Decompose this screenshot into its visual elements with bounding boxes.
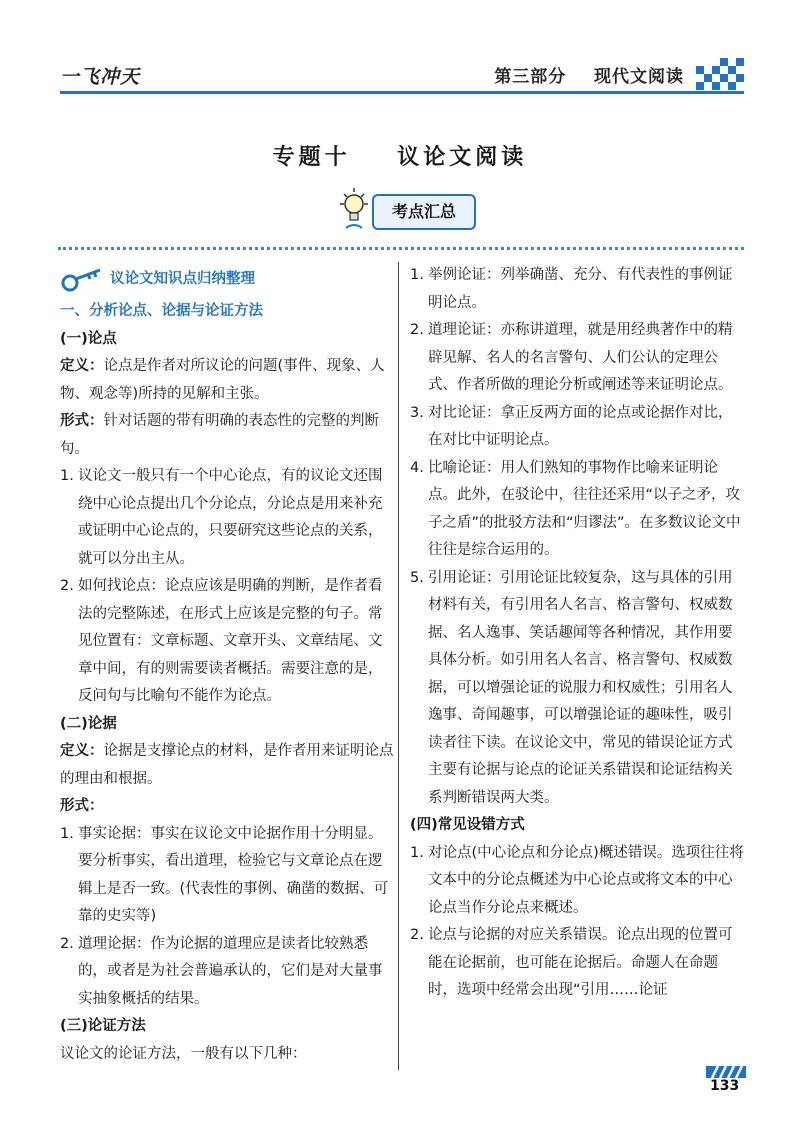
list-item <box>410 565 745 813</box>
list-item <box>410 840 745 923</box>
list-item <box>410 400 745 455</box>
definition-1-text: 论点是作者对所议论的问题(事件、现象、人物、观念等)所持的见解和主张。 <box>60 358 385 402</box>
list-item-number: 2. <box>410 927 424 943</box>
badge-block <box>336 184 486 234</box>
section-1-title: 一、分析论点、论据与论证方法 <box>60 303 263 319</box>
page-number-block <box>706 1066 746 1102</box>
definition-1-label: 定义： <box>60 358 104 374</box>
list-item <box>60 931 395 1014</box>
list-item-text: 论点与论据的对应关系错误。论点出现的位置可能在论据前，也可能在论据后。命题人在命题时，选项中经常会出现“引用……论证 <box>428 927 733 998</box>
subsection-methods: (三)论证方法 <box>60 1018 146 1034</box>
page-header <box>60 58 744 98</box>
list-item-text: 道理论据：作为论据的道理应是读者比较熟悉的，或者是为社会普遍承认的，它们是对大量事实抽象概括的结果。 <box>78 935 383 1007</box>
definition-2 <box>60 738 395 793</box>
list-item-number: 3. <box>410 404 424 421</box>
knowledge-heading-label: 议论文知识点归纳整理 <box>110 271 255 288</box>
form-1-label: 形式： <box>60 413 104 429</box>
key-icon <box>60 266 104 294</box>
page-number: 133 <box>710 1078 740 1094</box>
list-item-text: 如何找论点：论点应该是明确的判断，是作者看法的完整陈述，在形式上应该是完整的句子。常见位置有：文章标题、文章开头、文章结尾、文章中间，有的则需要读者概括。需要注意的是，反问句与比喻句不能作为论点。 <box>78 578 383 704</box>
definition-2-label: 定义： <box>60 743 104 759</box>
list-item <box>410 922 745 1005</box>
list-item <box>410 455 745 565</box>
list-item <box>410 317 745 400</box>
list-item-number: 1. <box>60 468 74 484</box>
list-item-text: 对论点(中心论点和分论点)概述错误。选项往往将文本中的分论点概述为中心论点或将文本的中心论点当作分论点来概述。 <box>428 844 744 916</box>
column-divider <box>398 262 399 1070</box>
list-item-number: 1. <box>410 844 424 861</box>
left-column <box>60 262 395 1068</box>
brand-logo: 一飞冲天 <box>60 66 141 88</box>
list-item-text: 引用论证：引用论证比较复杂，这与具体的引用材料有关，有引用名人名言、格言警句、权威数据、名人逸事、笑话趣闻等各种情况，其作用要具体分析。如引用名人名言、格言警句、权威数据，可以增强论证的说服力和权威性；引用名人逸事、奇闻趣事，可以增强论证的趣味性，吸引读者往下读。在议论文中，常见的错误论证方式主要有论据与论点的论证关系错误和论证结构关系判断错误两大类。 <box>428 569 733 806</box>
list-item-number: 2. <box>60 578 74 594</box>
list-item-text: 事实论据：事实在议论文中论据作用十分明显。要分析事实，看出道理，检验它与文章论点在逻辑上是否一致。(代表性的事例、确凿的数据、可靠的史实等) <box>78 825 389 924</box>
form-2-label: 形式： <box>60 798 104 814</box>
right-column <box>410 262 745 1005</box>
list-item-number: 1. <box>410 267 424 283</box>
checker-pattern-icon <box>696 58 744 92</box>
list-item-number: 2. <box>60 935 74 952</box>
dotted-divider <box>58 247 744 250</box>
header-rule <box>60 91 744 94</box>
list-item <box>60 821 395 931</box>
list-item-text: 举例论证：列举确凿、充分、有代表性的事例证明论点。 <box>428 267 733 311</box>
methods-intro: 议论文的论证方法，一般有以下几种： <box>60 1045 307 1062</box>
section-badge: 考点汇总 <box>372 194 476 230</box>
list-item-text: 对比论证：拿正反两方面的论点或论据作对比，在对比中证明论点。 <box>428 404 733 448</box>
list-item-number: 1. <box>60 825 74 842</box>
list-item <box>60 573 395 711</box>
list-item <box>410 262 745 317</box>
list-item-number: 5. <box>410 569 424 586</box>
list-item-text: 比喻论证：用人们熟知的事物作比喻来证明论点。此外，在驳论中，往往还采用“以子之矛，攻子之盾”的批驳方法和“归谬法”。在多数议论文中往往是综合运用的。 <box>428 459 741 558</box>
subsection-errors: (四)常见设错方式 <box>410 817 525 833</box>
form-1 <box>60 408 395 463</box>
list-item-text: 道理论证：亦称讲道理，就是用经典著作中的精辟见解、名人的名言警句、人们公认的定理公式、作者所做的理论分析或阐述等来证明论点。 <box>428 322 733 393</box>
list-item-number: 2. <box>410 322 424 338</box>
lightbulb-icon <box>336 184 372 234</box>
subsection-argument: (一)论点 <box>60 330 117 347</box>
form-1-text: 针对话题的带有明确的表态性的完整的判断句。 <box>60 413 379 457</box>
list-item-number: 4. <box>410 459 424 476</box>
definition-1 <box>60 353 395 408</box>
subsection-evidence: (二)论据 <box>60 715 117 732</box>
knowledge-heading <box>60 262 395 298</box>
list-item-text: 议论文一般只有一个中心论点，有的议论文还围绕中心论点提出几个分论点，分论点是用来补充或证明中心论点的，只要研究这些论点的关系，就可以分出主从。 <box>78 468 383 567</box>
page-title: 专题十 议论文阅读 <box>272 144 528 170</box>
definition-2-text: 论据是支撑论点的材料，是作者用来证明论点的理由和根据。 <box>60 743 394 787</box>
list-item <box>60 463 395 573</box>
section-title: 第三部分 现代文阅读 <box>494 67 684 87</box>
